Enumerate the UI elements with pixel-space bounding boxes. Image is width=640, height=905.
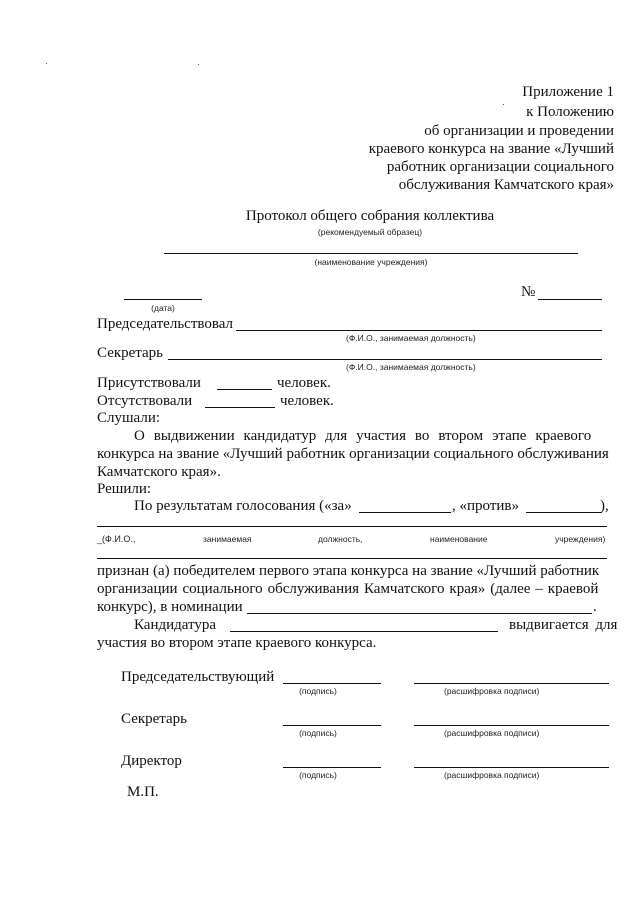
chair-field[interactable] (236, 330, 602, 331)
institution-field[interactable] (164, 253, 578, 254)
candidacy-label: Кандидатура (134, 617, 217, 633)
signature-decode-caption: (расшифровка подписи) (444, 686, 540, 696)
signature-decode-caption: (расшифровка подписи) (444, 728, 540, 738)
heard-text-line: конкурса на звание «Лучший работник организации социального обслуживания (97, 446, 609, 462)
signature-caption: (подпись) (299, 728, 337, 738)
votes-against-field[interactable] (526, 512, 602, 513)
signature-field[interactable] (283, 683, 381, 684)
signature-caption: (подпись) (299, 686, 337, 696)
signature-role: Директор (121, 753, 182, 769)
nomination-field[interactable] (247, 613, 592, 614)
header-line: к Положению (526, 104, 614, 120)
heard-label: Слушали: (97, 410, 161, 426)
signature-field[interactable] (283, 767, 381, 768)
person-caption-fio: _(Ф.И.О., (97, 534, 136, 544)
chair-caption: (Ф.И.О., занимаемая должность) (346, 333, 476, 343)
person-field[interactable] (97, 526, 607, 527)
signature-decode-field[interactable] (414, 767, 609, 768)
header-line: обслуживания Камчатского края» (398, 177, 614, 193)
date-field[interactable] (124, 299, 202, 300)
absent-label: Отсутствовали (97, 393, 193, 409)
signature-role: Председательствующий (121, 669, 275, 685)
signature-decode-field[interactable] (414, 725, 609, 726)
stamp-place: М.П. (127, 784, 159, 800)
person-caption-institution: учреждения) (555, 534, 606, 544)
signature-field[interactable] (283, 725, 381, 726)
date-caption: (дата) (151, 303, 175, 313)
votes-for-field[interactable] (359, 512, 451, 513)
scan-speck (46, 63, 47, 64)
candidacy-field[interactable] (230, 631, 498, 632)
vote-middle: , «против» (452, 498, 519, 514)
signature-decode-caption: (расшифровка подписи) (444, 770, 540, 780)
number-label: № (521, 284, 536, 300)
header-line: об организации и проведении (424, 123, 614, 139)
vote-suffix: ), (600, 498, 609, 514)
header-line: краевого конкурса на звание «Лучший (368, 141, 614, 157)
person-field-extra[interactable] (97, 558, 607, 559)
person-caption-name: наименование (430, 534, 488, 544)
winner-text-line: признан (а) победителем первого этапа конкурса на звание «Лучший работник (97, 563, 600, 579)
heard-text-line: О выдвижении кандидатур для участия во втором этапе краевого (134, 428, 592, 444)
present-count-field[interactable] (217, 389, 272, 390)
signature-decode-field[interactable] (414, 683, 609, 684)
candidacy-line2: участия во втором этапе краевого конкурса. (97, 635, 377, 651)
present-label: Присутствовали (97, 375, 201, 391)
number-field[interactable] (538, 299, 602, 300)
scan-speck (198, 64, 199, 65)
secretary-label: Секретарь (97, 345, 164, 361)
signature-role: Секретарь (121, 711, 188, 727)
document-subtitle: (рекомендуемый образец) (317, 227, 423, 237)
secretary-field[interactable] (168, 359, 602, 360)
scan-speck (503, 104, 504, 105)
secretary-caption: (Ф.И.О., занимаемая должность) (346, 362, 476, 372)
header-line: работник организации социального (386, 159, 614, 175)
decided-label: Решили: (97, 481, 152, 497)
winner-text-line: организации социального обслуживания Камчатского края» (далее – краевой (97, 581, 599, 597)
institution-caption: (наименование учреждения) (314, 257, 428, 267)
document-title: Протокол общего собрания коллектива (245, 208, 495, 224)
candidacy-tail: выдвигается для (509, 617, 618, 633)
absent-count-field[interactable] (205, 407, 275, 408)
vote-prefix: По результатам голосования («за» (134, 498, 352, 514)
chair-label: Председательствовал (97, 316, 234, 332)
winner-text-line: конкурс), в номинации (97, 599, 243, 615)
nomination-end: . (593, 599, 597, 615)
signature-caption: (подпись) (299, 770, 337, 780)
person-caption-position: должность, (318, 534, 363, 544)
heard-text-line: Камчатского края». (97, 464, 221, 480)
present-unit: человек. (277, 375, 331, 391)
absent-unit: человек. (280, 393, 334, 409)
person-caption-position: занимаемая (203, 534, 252, 544)
header-line: Приложение 1 (522, 84, 614, 100)
